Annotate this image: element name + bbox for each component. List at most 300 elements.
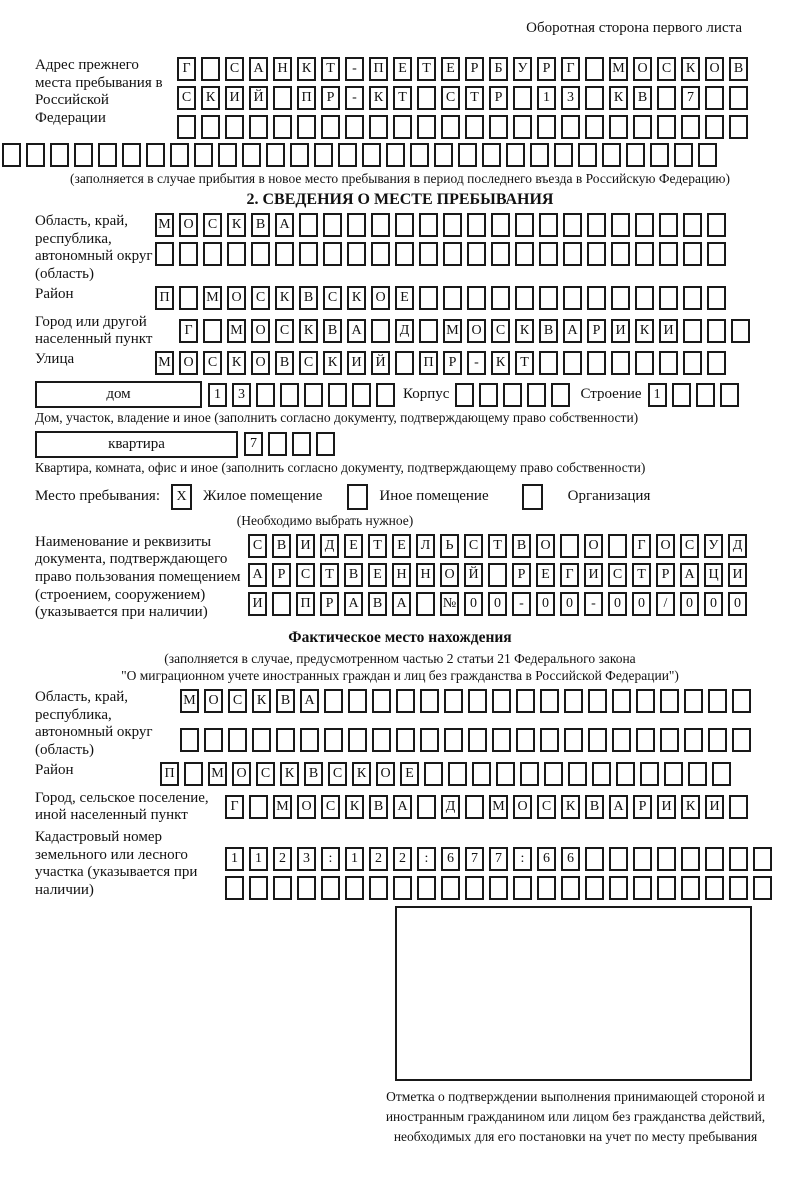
char-box[interactable] bbox=[98, 143, 117, 167]
char-box[interactable]: : bbox=[321, 847, 340, 871]
char-box[interactable] bbox=[180, 728, 199, 752]
char-box[interactable] bbox=[513, 876, 532, 900]
char-box[interactable]: Т bbox=[393, 86, 412, 110]
char-box[interactable] bbox=[664, 762, 683, 786]
char-box[interactable] bbox=[489, 115, 508, 139]
char-box[interactable]: О bbox=[371, 286, 390, 310]
char-box[interactable]: 0 bbox=[536, 592, 555, 616]
char-box[interactable] bbox=[204, 728, 223, 752]
char-box[interactable] bbox=[554, 143, 573, 167]
char-box[interactable]: С bbox=[228, 689, 247, 713]
char-box[interactable] bbox=[328, 383, 347, 407]
char-box[interactable] bbox=[465, 876, 484, 900]
char-box[interactable]: П bbox=[419, 351, 438, 375]
char-box[interactable]: Т bbox=[632, 563, 651, 587]
apartment-type-box[interactable]: квартира bbox=[35, 431, 238, 458]
char-box[interactable] bbox=[602, 143, 621, 167]
char-box[interactable]: Е bbox=[400, 762, 419, 786]
char-box[interactable]: - bbox=[345, 57, 364, 81]
char-box[interactable] bbox=[708, 728, 727, 752]
cadastral-row-1[interactable] bbox=[225, 847, 772, 871]
char-box[interactable] bbox=[292, 432, 311, 456]
char-box[interactable] bbox=[26, 143, 45, 167]
char-box[interactable] bbox=[348, 689, 367, 713]
char-box[interactable]: М bbox=[443, 319, 462, 343]
char-box[interactable] bbox=[419, 242, 438, 266]
char-box[interactable]: О bbox=[536, 534, 555, 558]
char-box[interactable] bbox=[732, 728, 751, 752]
char-box[interactable] bbox=[443, 213, 462, 237]
char-box[interactable] bbox=[304, 383, 323, 407]
char-box[interactable] bbox=[347, 242, 366, 266]
house-number-cells[interactable] bbox=[208, 383, 395, 407]
char-box[interactable] bbox=[688, 762, 707, 786]
char-box[interactable]: А bbox=[275, 213, 294, 237]
char-box[interactable]: О bbox=[440, 563, 459, 587]
char-box[interactable]: А bbox=[347, 319, 366, 343]
char-box[interactable] bbox=[482, 143, 501, 167]
char-box[interactable] bbox=[705, 876, 724, 900]
char-box[interactable] bbox=[537, 115, 556, 139]
char-box[interactable]: С bbox=[537, 795, 556, 819]
char-box[interactable]: Т bbox=[321, 57, 340, 81]
char-box[interactable] bbox=[588, 728, 607, 752]
char-box[interactable] bbox=[561, 115, 580, 139]
char-box[interactable]: В bbox=[539, 319, 558, 343]
char-box[interactable]: X bbox=[171, 484, 192, 510]
char-box[interactable]: М bbox=[155, 351, 174, 375]
char-box[interactable]: Т bbox=[320, 563, 339, 587]
char-box[interactable] bbox=[659, 213, 678, 237]
char-box[interactable]: И bbox=[657, 795, 676, 819]
char-box[interactable]: 0 bbox=[632, 592, 651, 616]
char-box[interactable]: О bbox=[232, 762, 251, 786]
char-box[interactable]: Н bbox=[392, 563, 411, 587]
char-box[interactable] bbox=[587, 242, 606, 266]
char-box[interactable] bbox=[564, 728, 583, 752]
char-box[interactable] bbox=[683, 319, 702, 343]
char-box[interactable] bbox=[520, 762, 539, 786]
char-box[interactable] bbox=[416, 592, 435, 616]
char-box[interactable] bbox=[242, 143, 261, 167]
char-box[interactable]: 7 bbox=[465, 847, 484, 871]
char-box[interactable]: К bbox=[297, 57, 316, 81]
char-box[interactable] bbox=[729, 876, 748, 900]
char-box[interactable]: С bbox=[296, 563, 315, 587]
char-box[interactable] bbox=[371, 213, 390, 237]
char-box[interactable] bbox=[338, 143, 357, 167]
char-box[interactable] bbox=[515, 242, 534, 266]
char-box[interactable] bbox=[273, 876, 292, 900]
char-box[interactable]: К bbox=[681, 795, 700, 819]
char-box[interactable]: Д bbox=[728, 534, 747, 558]
char-box[interactable]: Д bbox=[441, 795, 460, 819]
char-box[interactable] bbox=[122, 143, 141, 167]
char-box[interactable]: В bbox=[276, 689, 295, 713]
char-box[interactable] bbox=[146, 143, 165, 167]
char-box[interactable] bbox=[419, 319, 438, 343]
char-box[interactable] bbox=[684, 728, 703, 752]
char-box[interactable]: / bbox=[656, 592, 675, 616]
char-box[interactable]: 0 bbox=[608, 592, 627, 616]
char-box[interactable] bbox=[273, 115, 292, 139]
char-box[interactable]: М bbox=[227, 319, 246, 343]
char-box[interactable] bbox=[563, 242, 582, 266]
char-box[interactable]: М bbox=[155, 213, 174, 237]
char-box[interactable] bbox=[544, 762, 563, 786]
apartment-number-cells[interactable] bbox=[244, 432, 335, 456]
char-box[interactable]: 7 bbox=[244, 432, 263, 456]
char-box[interactable]: С bbox=[680, 534, 699, 558]
char-box[interactable]: Г bbox=[179, 319, 198, 343]
char-box[interactable]: К bbox=[299, 319, 318, 343]
char-box[interactable] bbox=[395, 351, 414, 375]
char-box[interactable] bbox=[564, 689, 583, 713]
char-box[interactable] bbox=[371, 242, 390, 266]
char-box[interactable] bbox=[203, 319, 222, 343]
char-box[interactable]: Т bbox=[417, 57, 436, 81]
char-box[interactable]: 2 bbox=[273, 847, 292, 871]
char-box[interactable]: Р bbox=[272, 563, 291, 587]
char-box[interactable]: И bbox=[347, 351, 366, 375]
char-box[interactable]: Н bbox=[273, 57, 292, 81]
char-box[interactable] bbox=[578, 143, 597, 167]
char-box[interactable]: О bbox=[705, 57, 724, 81]
char-box[interactable] bbox=[681, 847, 700, 871]
char-box[interactable]: У bbox=[704, 534, 723, 558]
char-box[interactable]: О bbox=[467, 319, 486, 343]
char-box[interactable] bbox=[660, 728, 679, 752]
char-box[interactable]: 0 bbox=[728, 592, 747, 616]
char-box[interactable]: В bbox=[304, 762, 323, 786]
char-box[interactable] bbox=[228, 728, 247, 752]
char-box[interactable] bbox=[712, 762, 731, 786]
char-box[interactable]: П bbox=[160, 762, 179, 786]
char-box[interactable] bbox=[443, 242, 462, 266]
char-box[interactable]: В bbox=[344, 563, 363, 587]
char-box[interactable] bbox=[657, 115, 676, 139]
char-box[interactable] bbox=[527, 383, 546, 407]
char-box[interactable] bbox=[513, 86, 532, 110]
char-box[interactable]: Р bbox=[489, 86, 508, 110]
char-box[interactable] bbox=[316, 432, 335, 456]
char-box[interactable]: Р bbox=[633, 795, 652, 819]
char-box[interactable] bbox=[660, 689, 679, 713]
actual-region-row-2[interactable] bbox=[180, 728, 751, 752]
char-box[interactable] bbox=[633, 847, 652, 871]
char-box[interactable] bbox=[720, 383, 739, 407]
char-box[interactable]: 0 bbox=[680, 592, 699, 616]
char-box[interactable] bbox=[290, 143, 309, 167]
char-box[interactable] bbox=[297, 876, 316, 900]
char-box[interactable] bbox=[297, 115, 316, 139]
prev-address-row-4[interactable] bbox=[2, 143, 800, 167]
char-box[interactable]: П bbox=[369, 57, 388, 81]
char-box[interactable] bbox=[640, 762, 659, 786]
char-box[interactable] bbox=[251, 242, 270, 266]
char-box[interactable] bbox=[609, 876, 628, 900]
char-box[interactable] bbox=[707, 213, 726, 237]
char-box[interactable] bbox=[419, 286, 438, 310]
char-box[interactable]: О bbox=[179, 213, 198, 237]
char-box[interactable] bbox=[729, 115, 748, 139]
char-box[interactable]: Р bbox=[537, 57, 556, 81]
char-box[interactable] bbox=[540, 728, 559, 752]
char-box[interactable] bbox=[683, 213, 702, 237]
char-box[interactable]: В bbox=[272, 534, 291, 558]
char-box[interactable]: В bbox=[251, 213, 270, 237]
char-box[interactable]: В bbox=[729, 57, 748, 81]
char-box[interactable]: - bbox=[512, 592, 531, 616]
char-box[interactable] bbox=[657, 86, 676, 110]
char-box[interactable]: В bbox=[512, 534, 531, 558]
prev-address-row-3[interactable] bbox=[177, 115, 748, 139]
char-box[interactable]: Р bbox=[512, 563, 531, 587]
actual-district-row[interactable] bbox=[160, 762, 731, 786]
char-box[interactable] bbox=[218, 143, 237, 167]
char-box[interactable]: 0 bbox=[704, 592, 723, 616]
char-box[interactable] bbox=[491, 213, 510, 237]
char-box[interactable] bbox=[179, 286, 198, 310]
char-box[interactable]: Р bbox=[321, 86, 340, 110]
char-box[interactable] bbox=[585, 876, 604, 900]
char-box[interactable]: К bbox=[369, 86, 388, 110]
char-box[interactable] bbox=[441, 876, 460, 900]
char-box[interactable] bbox=[731, 319, 750, 343]
char-box[interactable]: К bbox=[609, 86, 628, 110]
char-box[interactable] bbox=[467, 242, 486, 266]
char-box[interactable]: К bbox=[252, 689, 271, 713]
char-box[interactable]: 6 bbox=[561, 847, 580, 871]
char-box[interactable]: С bbox=[275, 319, 294, 343]
char-box[interactable] bbox=[347, 484, 368, 510]
char-box[interactable] bbox=[300, 728, 319, 752]
char-box[interactable]: - bbox=[345, 86, 364, 110]
char-box[interactable]: О bbox=[251, 319, 270, 343]
char-box[interactable] bbox=[74, 143, 93, 167]
char-box[interactable]: 1 bbox=[249, 847, 268, 871]
char-box[interactable]: Е bbox=[395, 286, 414, 310]
cadastral-row-2[interactable] bbox=[225, 876, 772, 900]
char-box[interactable]: К bbox=[681, 57, 700, 81]
char-box[interactable]: М bbox=[203, 286, 222, 310]
char-box[interactable] bbox=[465, 795, 484, 819]
char-box[interactable] bbox=[314, 143, 333, 167]
char-box[interactable] bbox=[201, 57, 220, 81]
char-box[interactable]: О bbox=[251, 351, 270, 375]
char-box[interactable] bbox=[684, 689, 703, 713]
char-box[interactable] bbox=[513, 115, 532, 139]
char-box[interactable] bbox=[455, 383, 474, 407]
char-box[interactable]: 2 bbox=[393, 847, 412, 871]
char-box[interactable] bbox=[256, 383, 275, 407]
char-box[interactable] bbox=[633, 876, 652, 900]
char-box[interactable]: К bbox=[347, 286, 366, 310]
char-box[interactable] bbox=[410, 143, 429, 167]
char-box[interactable] bbox=[729, 795, 748, 819]
char-box[interactable]: М bbox=[180, 689, 199, 713]
char-box[interactable] bbox=[194, 143, 213, 167]
char-box[interactable] bbox=[707, 319, 726, 343]
char-box[interactable] bbox=[417, 795, 436, 819]
char-box[interactable] bbox=[516, 689, 535, 713]
char-box[interactable] bbox=[635, 242, 654, 266]
char-box[interactable] bbox=[588, 689, 607, 713]
char-box[interactable]: К bbox=[201, 86, 220, 110]
char-box[interactable]: № bbox=[440, 592, 459, 616]
char-box[interactable]: 1 bbox=[208, 383, 227, 407]
char-box[interactable] bbox=[441, 115, 460, 139]
char-box[interactable] bbox=[608, 534, 627, 558]
char-box[interactable]: 1 bbox=[648, 383, 667, 407]
char-box[interactable]: С bbox=[251, 286, 270, 310]
char-box[interactable]: К bbox=[227, 351, 246, 375]
char-box[interactable] bbox=[496, 762, 515, 786]
char-box[interactable] bbox=[252, 728, 271, 752]
char-box[interactable]: В bbox=[633, 86, 652, 110]
char-box[interactable]: Е bbox=[441, 57, 460, 81]
char-box[interactable] bbox=[299, 242, 318, 266]
char-box[interactable] bbox=[396, 728, 415, 752]
char-box[interactable] bbox=[506, 143, 525, 167]
char-box[interactable]: И bbox=[584, 563, 603, 587]
char-box[interactable] bbox=[352, 383, 371, 407]
char-box[interactable]: С bbox=[177, 86, 196, 110]
char-box[interactable] bbox=[681, 115, 700, 139]
char-box[interactable]: 0 bbox=[464, 592, 483, 616]
char-box[interactable] bbox=[705, 847, 724, 871]
char-box[interactable]: И bbox=[225, 86, 244, 110]
char-box[interactable] bbox=[530, 143, 549, 167]
char-box[interactable]: С bbox=[203, 351, 222, 375]
char-box[interactable]: 7 bbox=[489, 847, 508, 871]
char-box[interactable]: С bbox=[441, 86, 460, 110]
char-box[interactable]: Т bbox=[515, 351, 534, 375]
char-box[interactable] bbox=[420, 689, 439, 713]
char-box[interactable]: К bbox=[227, 213, 246, 237]
char-box[interactable]: В bbox=[275, 351, 294, 375]
char-box[interactable]: 3 bbox=[561, 86, 580, 110]
char-box[interactable] bbox=[417, 86, 436, 110]
char-box[interactable] bbox=[636, 689, 655, 713]
char-box[interactable] bbox=[683, 351, 702, 375]
char-box[interactable]: - bbox=[467, 351, 486, 375]
char-box[interactable]: П bbox=[296, 592, 315, 616]
char-box[interactable] bbox=[177, 115, 196, 139]
char-box[interactable]: 3 bbox=[297, 847, 316, 871]
char-box[interactable] bbox=[369, 876, 388, 900]
char-box[interactable]: Е bbox=[344, 534, 363, 558]
char-box[interactable] bbox=[155, 242, 174, 266]
char-box[interactable] bbox=[179, 242, 198, 266]
char-box[interactable]: А bbox=[563, 319, 582, 343]
char-box[interactable]: - bbox=[584, 592, 603, 616]
char-box[interactable] bbox=[268, 432, 287, 456]
char-box[interactable]: О bbox=[179, 351, 198, 375]
char-box[interactable] bbox=[465, 115, 484, 139]
char-box[interactable] bbox=[170, 143, 189, 167]
char-box[interactable] bbox=[369, 115, 388, 139]
char-box[interactable] bbox=[348, 728, 367, 752]
char-box[interactable] bbox=[345, 115, 364, 139]
prev-address-row-2[interactable] bbox=[177, 86, 748, 110]
char-box[interactable]: А bbox=[609, 795, 628, 819]
char-box[interactable]: Р bbox=[587, 319, 606, 343]
region-row-1[interactable] bbox=[155, 213, 726, 237]
char-box[interactable] bbox=[609, 847, 628, 871]
char-box[interactable] bbox=[362, 143, 381, 167]
char-box[interactable] bbox=[568, 762, 587, 786]
char-box[interactable]: О bbox=[513, 795, 532, 819]
char-box[interactable] bbox=[376, 383, 395, 407]
char-box[interactable] bbox=[371, 319, 390, 343]
char-box[interactable]: 1 bbox=[537, 86, 556, 110]
char-box[interactable]: 1 bbox=[345, 847, 364, 871]
char-box[interactable]: Т bbox=[465, 86, 484, 110]
char-box[interactable] bbox=[585, 57, 604, 81]
char-box[interactable]: 2 bbox=[369, 847, 388, 871]
char-box[interactable]: Г bbox=[632, 534, 651, 558]
char-box[interactable] bbox=[611, 242, 630, 266]
char-box[interactable] bbox=[489, 876, 508, 900]
char-box[interactable]: 0 bbox=[488, 592, 507, 616]
char-box[interactable] bbox=[395, 213, 414, 237]
prev-address-row-1[interactable] bbox=[177, 57, 748, 81]
char-box[interactable] bbox=[393, 115, 412, 139]
char-box[interactable]: С bbox=[323, 286, 342, 310]
char-box[interactable] bbox=[420, 728, 439, 752]
char-box[interactable]: Г bbox=[177, 57, 196, 81]
char-box[interactable] bbox=[753, 847, 772, 871]
char-box[interactable] bbox=[424, 762, 443, 786]
char-box[interactable]: 1 bbox=[225, 847, 244, 871]
district-row[interactable] bbox=[155, 286, 726, 310]
char-box[interactable]: Р bbox=[465, 57, 484, 81]
char-box[interactable] bbox=[626, 143, 645, 167]
char-box[interactable]: Е bbox=[368, 563, 387, 587]
char-box[interactable]: С bbox=[328, 762, 347, 786]
char-box[interactable] bbox=[681, 876, 700, 900]
char-box[interactable]: К bbox=[561, 795, 580, 819]
char-box[interactable]: С bbox=[321, 795, 340, 819]
char-box[interactable] bbox=[443, 286, 462, 310]
char-box[interactable] bbox=[488, 563, 507, 587]
char-box[interactable] bbox=[444, 728, 463, 752]
char-box[interactable]: О bbox=[633, 57, 652, 81]
char-box[interactable] bbox=[225, 876, 244, 900]
char-box[interactable] bbox=[674, 143, 693, 167]
char-box[interactable] bbox=[203, 242, 222, 266]
char-box[interactable] bbox=[515, 213, 534, 237]
char-box[interactable]: Е bbox=[536, 563, 555, 587]
char-box[interactable]: К bbox=[491, 351, 510, 375]
char-box[interactable]: О bbox=[656, 534, 675, 558]
char-box[interactable] bbox=[659, 351, 678, 375]
char-box[interactable] bbox=[491, 286, 510, 310]
actual-region-row-1[interactable] bbox=[180, 689, 751, 713]
char-box[interactable] bbox=[492, 689, 511, 713]
char-box[interactable] bbox=[201, 115, 220, 139]
char-box[interactable]: Н bbox=[416, 563, 435, 587]
house-type-box[interactable]: дом bbox=[35, 381, 202, 408]
char-box[interactable] bbox=[705, 86, 724, 110]
char-box[interactable] bbox=[612, 689, 631, 713]
char-box[interactable]: И bbox=[296, 534, 315, 558]
char-box[interactable]: Й bbox=[371, 351, 390, 375]
char-box[interactable] bbox=[707, 286, 726, 310]
char-box[interactable]: 6 bbox=[441, 847, 460, 871]
char-box[interactable] bbox=[372, 689, 391, 713]
